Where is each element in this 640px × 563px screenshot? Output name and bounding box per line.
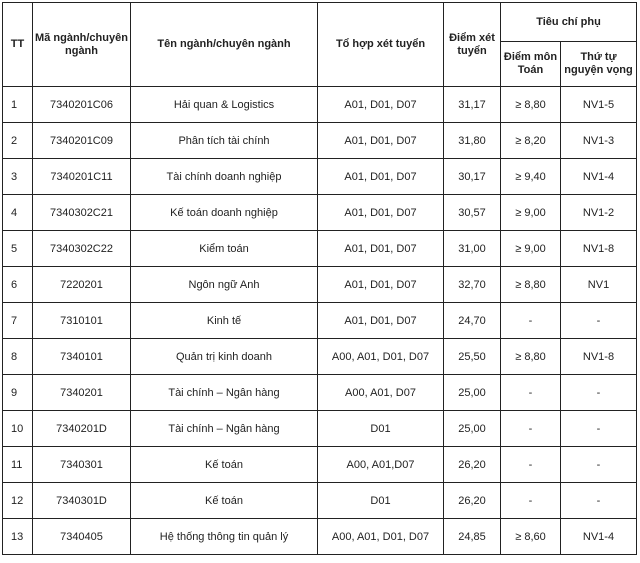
- cell-math-score: ≥ 9,00: [501, 231, 561, 267]
- cell-wish-order: NV1-4: [561, 519, 637, 555]
- table-row: [3, 231, 637, 267]
- cell-wish-order: -: [561, 411, 637, 447]
- cell-name: Hải quan & Logistics: [131, 87, 318, 123]
- cell-combo: A01, D01, D07: [318, 195, 444, 231]
- header-wish-order: Thứ tự nguyện vọng: [561, 42, 637, 87]
- table-row: [3, 519, 637, 555]
- cell-combo: D01: [318, 483, 444, 519]
- table-row: [3, 195, 637, 231]
- cell-code: 7340201D: [33, 411, 131, 447]
- admission-scores-table: [2, 2, 637, 555]
- cell-wish-order: -: [561, 483, 637, 519]
- header-name: Tên ngành/chuyên ngành: [131, 3, 318, 87]
- cell-score: 30,57: [444, 195, 501, 231]
- cell-code: 7340101: [33, 339, 131, 375]
- cell-math-score: ≥ 9,40: [501, 159, 561, 195]
- cell-score: 26,20: [444, 447, 501, 483]
- cell-math-score: ≥ 8,80: [501, 87, 561, 123]
- cell-score: 30,17: [444, 159, 501, 195]
- cell-wish-order: NV1-8: [561, 339, 637, 375]
- cell-code: 7340405: [33, 519, 131, 555]
- cell-score: 25,50: [444, 339, 501, 375]
- cell-tt: 1: [3, 87, 33, 123]
- cell-wish-order: -: [561, 303, 637, 339]
- cell-combo: D01: [318, 411, 444, 447]
- cell-tt: 6: [3, 267, 33, 303]
- cell-combo: A01, D01, D07: [318, 159, 444, 195]
- cell-wish-order: NV1-5: [561, 87, 637, 123]
- cell-score: 31,17: [444, 87, 501, 123]
- cell-code: 7310101: [33, 303, 131, 339]
- cell-wish-order: NV1-8: [561, 231, 637, 267]
- cell-score: 32,70: [444, 267, 501, 303]
- cell-code: 7340302C22: [33, 231, 131, 267]
- table-row: [3, 375, 637, 411]
- cell-math-score: ≥ 8,20: [501, 123, 561, 159]
- cell-wish-order: -: [561, 375, 637, 411]
- table-row: [3, 267, 637, 303]
- cell-name: Ngôn ngữ Anh: [131, 267, 318, 303]
- cell-tt: 10: [3, 411, 33, 447]
- table-body: [3, 87, 637, 555]
- cell-wish-order: NV1: [561, 267, 637, 303]
- cell-combo: A00, A01, D01, D07: [318, 519, 444, 555]
- cell-code: 7340201C11: [33, 159, 131, 195]
- cell-name: Kế toán: [131, 483, 318, 519]
- header-math-score: Điểm môn Toán: [501, 42, 561, 87]
- cell-combo: A01, D01, D07: [318, 231, 444, 267]
- cell-name: Kiểm toán: [131, 231, 318, 267]
- header-score: Điểm xét tuyển: [444, 3, 501, 87]
- cell-math-score: -: [501, 375, 561, 411]
- cell-score: 31,00: [444, 231, 501, 267]
- cell-math-score: ≥ 9,00: [501, 195, 561, 231]
- cell-wish-order: NV1-3: [561, 123, 637, 159]
- cell-math-score: ≥ 8,80: [501, 267, 561, 303]
- cell-score: 31,80: [444, 123, 501, 159]
- cell-tt: 3: [3, 159, 33, 195]
- cell-math-score: -: [501, 411, 561, 447]
- cell-tt: 7: [3, 303, 33, 339]
- header-tt: TT: [3, 3, 33, 87]
- cell-code: 7340201C09: [33, 123, 131, 159]
- cell-tt: 12: [3, 483, 33, 519]
- table-row: [3, 339, 637, 375]
- cell-combo: A01, D01, D07: [318, 303, 444, 339]
- table-row: [3, 123, 637, 159]
- cell-math-score: ≥ 8,80: [501, 339, 561, 375]
- cell-math-score: -: [501, 447, 561, 483]
- cell-name: Tài chính – Ngân hàng: [131, 411, 318, 447]
- cell-score: 25,00: [444, 411, 501, 447]
- cell-code: 7340201: [33, 375, 131, 411]
- cell-math-score: -: [501, 303, 561, 339]
- table-row: [3, 483, 637, 519]
- cell-score: 25,00: [444, 375, 501, 411]
- cell-name: Kinh tế: [131, 303, 318, 339]
- cell-wish-order: NV1-4: [561, 159, 637, 195]
- cell-tt: 11: [3, 447, 33, 483]
- cell-name: Tài chính doanh nghiệp: [131, 159, 318, 195]
- cell-code: 7220201: [33, 267, 131, 303]
- cell-tt: 9: [3, 375, 33, 411]
- cell-combo: A01, D01, D07: [318, 267, 444, 303]
- cell-tt: 2: [3, 123, 33, 159]
- cell-wish-order: NV1-2: [561, 195, 637, 231]
- cell-code: 7340301D: [33, 483, 131, 519]
- table-row: [3, 447, 637, 483]
- table-row: [3, 411, 637, 447]
- table-row: [3, 159, 637, 195]
- cell-combo: A01, D01, D07: [318, 87, 444, 123]
- header-combo: Tổ hợp xét tuyển: [318, 3, 444, 87]
- cell-tt: 5: [3, 231, 33, 267]
- header-row-top: [3, 3, 637, 42]
- cell-math-score: -: [501, 483, 561, 519]
- cell-name: Kế toán: [131, 447, 318, 483]
- cell-name: Kế toán doanh nghiệp: [131, 195, 318, 231]
- cell-name: Quản trị kinh doanh: [131, 339, 318, 375]
- cell-tt: 8: [3, 339, 33, 375]
- cell-code: 7340201C06: [33, 87, 131, 123]
- table-row: [3, 87, 637, 123]
- cell-code: 7340301: [33, 447, 131, 483]
- cell-combo: A01, D01, D07: [318, 123, 444, 159]
- header-code: Mã ngành/chuyên ngành: [33, 3, 131, 87]
- cell-name: Phân tích tài chính: [131, 123, 318, 159]
- cell-tt: 13: [3, 519, 33, 555]
- cell-combo: A00, A01,D07: [318, 447, 444, 483]
- cell-code: 7340302C21: [33, 195, 131, 231]
- cell-wish-order: -: [561, 447, 637, 483]
- cell-combo: A00, A01, D07: [318, 375, 444, 411]
- cell-name: Tài chính – Ngân hàng: [131, 375, 318, 411]
- cell-tt: 4: [3, 195, 33, 231]
- cell-math-score: ≥ 8,60: [501, 519, 561, 555]
- table-row: [3, 303, 637, 339]
- cell-combo: A00, A01, D01, D07: [318, 339, 444, 375]
- cell-score: 26,20: [444, 483, 501, 519]
- header-sub-criteria: Tiêu chí phụ: [501, 3, 637, 42]
- cell-name: Hệ thống thông tin quản lý: [131, 519, 318, 555]
- cell-score: 24,85: [444, 519, 501, 555]
- cell-score: 24,70: [444, 303, 501, 339]
- admission-table-wrapper: [2, 2, 637, 555]
